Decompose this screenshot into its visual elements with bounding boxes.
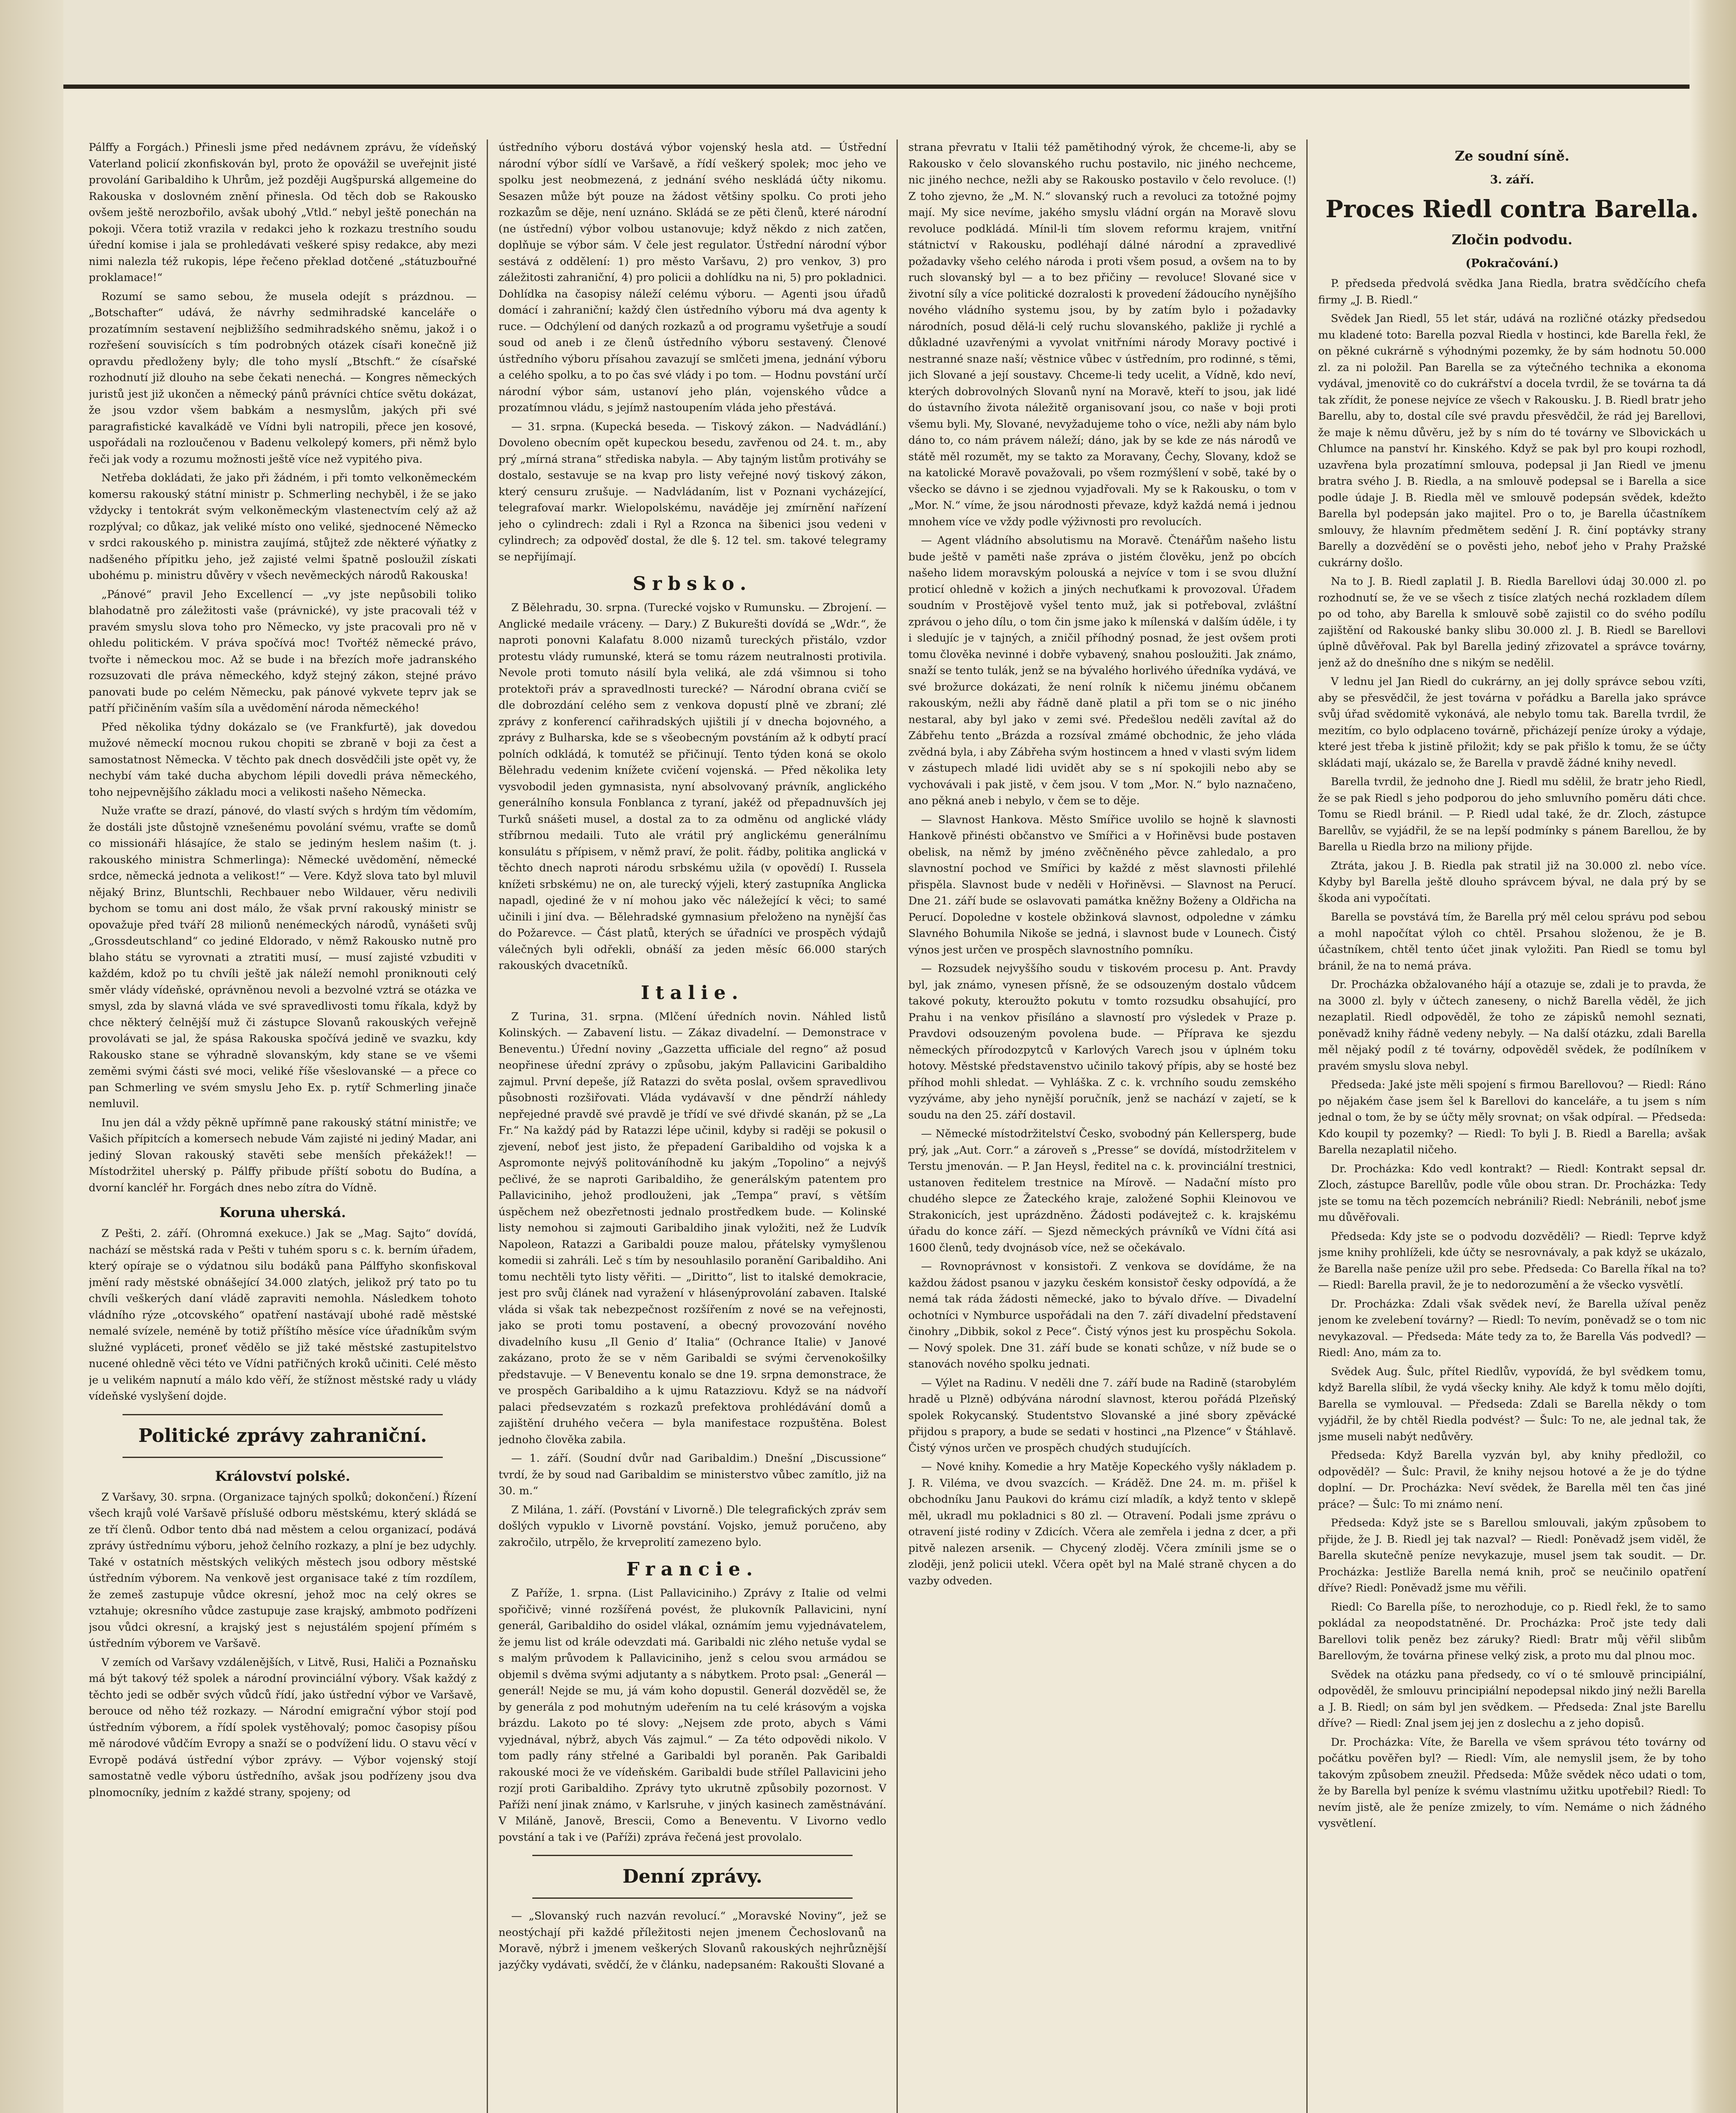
article-paragraph: Dr. Procházka: Zdali však svědek neví, že Barella užíval peněz jenom ke zvelebení továrny? — Riedl: To nevím, poněvadž se o tom nic nevykazoval. — Předseda: Máte tedy za to, že Barella Vás podvedl? — Riedl: Ano, mám za to. [1318,1297,1706,1359]
article-paragraph: Barella tvrdil, že jednoho dne J. Riedl mu sdělil, že bratr jeho Riedl, že se pak Riedl s jeho podporou do jeho smluvního poměru dáti chce. Tomu se Riedl bránil. — P. Riedl udal také, že dr. Zloch, zástupce Barellův, se vyjádřil, že se na lepší podmínky s pánem Barellou, že by Barella u Riedla brzo na miliony přijde. [1318,775,1706,853]
article-paragraph: Z Bělehradu, 30. srpna. (Turecké vojsko v Rumunsku. — Zbrojení. — Anglické medaile vráceny. — Dary.) Z Bukurešti dovídá se „Wdr.“, že naproti ponovni Kalafatu 8.000 nizamů tureckých přistálo, vzdor protestu vlády rumunské, která se tomu rázem neutralnosti protivila. Nevole proti tomuto násilí byla veliká, ale zdá všimnou si toho protektoři práv a spravedlnosti turecké? — Národní obrana cvičí se dle dobrozdání celého sem z venkova dopustí plně ve zbraní; zlé zprávy z konferencí cařihradských ujištili jí v dnecha bojovného, a zprávy z Bulharska, kde se s všeobecným povstáním až k odbytí prací polních odkládá, k tomutéž se přičinují. Tento týden koná se okolo Bělehradu vedenim knížete cvičení vojenská. — Před několika lety vysvobodil jeden gymnasista, nyní absolvovaný právník, anglického generálního konsula Fonblanca z tyraní, jakéž od přepadnuvších jej Turků snášeti musel, a dostal za to za odměnu od anglické vlády stříbrnou medaili. Tuto ale vrátil prý anglickému generálnímu konsulátu s přípisem, v němž praví, že polit. řádby, politika anglická v těchto dnech naproti národu srbskému užila (v opovědí) I. Russela knížeti srbskému) ne on, ale turecký výjeli, který zastupníka Anglicka napadl, ojediné že v ní mohou jako věc náležející k věci; to samé učinili i jiní dva. — Bělehradské gymnasium přeloženo na nynější čas do Požarevce. — Část platů, kterých se úřadníci ve prospěch výdajů válečných byli odřekli, obnáší za jeden měsíc 66.000 starých rakouských dvacetníků. [499,601,886,972]
article-paragraph: Z Paříže, 1. srpna. (List Pallaviciniho.) Zprávy z Italie od velmi spořičivě; vinné rozšířená povést, že plukovník Pallavicini, nyní generál, Garibaldiho do osidel vlákal, oznámím jemu vyjednávatelem, že jemu list od krále odevzdati má. Garibaldi nic zlého netuše vydal se s malým průvodem k Pallaviciniho, jenž s celou svou armádou se objemil s dvěma svými adjutanty a s nábytkem. Proto psal: „Generál — generál! Nejde se mu, já vám koho dopustil. Generál dozvěděl se, že by generála z pod mohutným udeřením na tu celé krásovým a vojska brázdu. Lakoto po té slovy: „Nejsem zde proto, abych s Vámi vyjednával, nýbrž, abych Vás zajmul.“ — Za této odpovědi nikolo. V tom padly rány střelné a Garibaldi byl poraněn. Pak Garibaldi rakouské moci že ve vídeňském. Garibaldi bude střílel Pallavicini jeho rozjí proti Garibaldiho. Zprávy tyto ukrutně způsobily pozornost. V Paříži není jinak známo, v Karlsruhe, v jiných kasinech zaměstnávání. V Miláně, Janově, Brescii, Como a Beneventu. V Livorno vedlo povstání a tak i ve (Paříži) zpráva řečená jest provolalo. [499,1587,886,1844]
section-rule [123,1457,443,1458]
column-4 [1318,139,1706,2113]
article-paragraph: Dr. Procházka obžalovaného hájí a otazuje se, zdali je to pravda, že na 3000 zl. byly v účtech zaneseny, o nichž Barella věděl, že jich nezaplatil. Riedl odpověděl, že toho ze zápisků nemohl seznati, poněvadž knihy řádně vedeny nebyly. — Na další otázku, zdali Barella měl nějaký podíl z té továrny, odpověděl svědek, že podílníkem v pravém smyslu slova nebyl. [1318,978,1706,1073]
article-title: Proces Riedl contra Barella. [1325,195,1699,223]
section-heading: Politické zprávy zahraniční. [138,1425,427,1447]
section-heading: Království polské. [215,1468,350,1484]
article-paragraph: — „Slovanský ruch nazván revolucí.“ „Moravské Noviny“, jež se neostýchají při každé příležitosti nejen jmenem Čechoslovanů na Moravě, nýbrž i jmenem veškerých Slovanů rakouských nejhrůznější jazýčky vydávati, svědčí, že v článku, nadepsaném: Rakoušti Slované a [499,1910,886,1971]
article-paragraph: — Slavnost Hankova. Město Smířice uvolilo se hojně k slavnosti Hankově přinésti občanstvo ve Smířici a v Hořiněvsi bude postaven obelisk, na němž by jméno zvěčněného pěvce zahledalo, a pro slavnostní pochod ve Smířici by každé z měst slavnosti přilehlé přispěla. Slavnost bude v neděli v Hořiněvsi. — Slavnost na Perucí. Dne 21. září bude se oslavovati památka kněžny Boženy a Oldřicha na Perucí. Dopoledne v kostele obžinková slavnost, odpoledne v zámku Slavného Bohumila Nikoše se jedná, i slavnost bude v Lounech. Čistý výnos jest určen ve prospěch slavnostního pomníku. [908,813,1296,956]
section-heading: Ze soudní síně. [1455,148,1570,164]
article-paragraph: Rozumí se samo sebou, že musela odejít s prázdnou. — „Botschafter“ udává, že návrhy sedmihradské kanceláře o prozatímním sestavení nejbližšího sedmihradského sněmu, jakož i o rozřešení souvisících s tím podrobných otázek císaři konečně již opravdu předloženy byly; dle toho myslí „Btschft.“ že císařské rozhodnutí již dlouho na sebe čekati nenechá. — Kongres německých juristů jest již ukončen a německý pánů právníci chtíce světu dokázat, že jsou vzdor všem babkám a nesmyslům, jakých při své paragrafistické kavalkádě ve Vídni byli natropili, přece jen kosové, uspořádali na rozloučenou v Badenu velkolepý komers, při němž bylo řeči jak vody a rozumu možnosti ještě více než vypitého piva. [89,290,477,466]
article-paragraph: Z Pešti, 2. září. (Ohromná exekuce.) Jak se „Mag. Sajto“ dovídá, nachází se městská rada v Pešti v tuhém sporu s c. k. berním úřadem, který opíraje se o výdatnou silu bodáků pana Pálffyho skonfiskoval jmění rady městské obnášející 34.000 zlatých, jelikož prý tato po tu chvíli veškerých daní vládě zapraviti nemohla. Následkem tohoto vládního rýze „otcovského“ opatření nastávají ubohé radě městské nemalé svízele, neméně by totiž příštího měsíce více úřadníkům svým služné vypláceti, proneť vědělo se již také městské zastupitelstvo nucené ohledně věci této ve Vídni patřičných kroků učiniti. Celé město je u velikém napnutí a málo kdo věří, že stížnost městské rady u vlády vídeňské vyslyšení dojde. [89,1227,477,1403]
section-rule [532,1897,853,1899]
article-paragraph: Barella se povstává tím, že Barella prý měl celou správu pod sebou a mohl napočítat výloh co chtěl. Prsahou složenou, že je B. účastníkem, chtěl tento účet jinak vyložiti. Pan Riedl se tomu byl bránil, že na to nemá práva. [1318,911,1706,972]
article-paragraph: — 1. září. (Soudní dvůr nad Garibaldim.) Dnešní „Discussione“ tvrdí, že by soud nad Garibaldim se ministerstvo vůbec zamítlo, již na 30. m.“ [499,1452,886,1497]
page-fold-shadow [0,0,63,2113]
article-paragraph: Předseda: Když Barella vyzván byl, aby knihy předložil, co odpověděl? — Šulc: Pravil, že knihy nejsou hotové a že je do týdne doplní. — Dr. Procházka: Neví svědek, že Barella měl ten čas jiné práce? — Šulc: To mi známo není. [1318,1449,1706,1511]
article-paragraph: — Agent vládního absolutismu na Moravě. Čtenářům našeho listu bude ještě v paměti naše zpráva o jistém člověku, jenž po obcích našeho lidem moravským polouská a nejvíce v tom i se svou dlužní proticí ohledně v kožich a jiných nechuťkami k provozoval. Úřadem soudním v Prostějově vyšel tento muž, jak si potřeboval, zvláštní zprávou o jeho dílu, o tom čin jsme jako k mílenská v dalším úděle, i ty i sledujíc je v tajných, a zničil příhodný posnad, že jest ovšem proti tomu člověka nevinné i dobře vybavený, snahou posloužiti. Jak známo, snaží se tento tulák, jenž se na bývalého horlivého úředníka vydává, ve své brožurce dokázati, že není rolník k ničemu jinému občanem rakouským, nežli aby řádně daně platil a při tom se o nic jiného nestaral, aby byl jako v zemi své. Předešlou neděli zavítal až do Zábřehu tento „Brázda a rozsíval zmámé obchodnic, že jeho vláda zvědná byla, i aby Zábřeha svým hostincem a hned v vlasti svým lidem v zástupech mladé lidi uvidět aby se s ní spokojili nebo aby se vychovávali i pak jistě, v čem jsou. V tom „Mor. N.“ bylo naznačeno, ano pěkná aneb i nebylo, v čem se to děje. [908,534,1296,807]
article-paragraph: Před několika týdny dokázalo se (ve Frankfurtě), jak dovedou mužové německí mocnou rukou chopiti se zbraně v boji za čest a samostatnost Německa. V těchto pak dnech dosvědčili jste opět vy, že nechybí vám také ducha abychom lépili dovedli práva německého, toho nejpevnějšího základu moci a velikosti našeho Německa. [89,721,477,799]
section-heading: Srbsko. [632,573,752,595]
article-paragraph: Svědek na otázku pana předsedy, co ví o té smlouvě principiální, odpověděl, že smlouvu principiální nepodepsal nikdo jiný nežli Barella a J. B. Riedl; on sám byl jen svědkem. — Předseda: Znal jste Barellu dříve? — Riedl: Znal jsem jej jen z doslechu a z jeho dopisů. [1318,1668,1706,1730]
article-paragraph: — Rozsudek nejvyššího soudu v tiskovém procesu p. Ant. Pravdy byl, jak známo, vynesen přísně, že se odsouzeným dostalo vůdcem takové pokuty, kteroužto pokutu v tomto rozsudku obsahující, pro Prahu i na venkov přisíláno a slavností pro výsledek v Praze p. Pravdovi odsouzeným povolena bude. — Příprava ke sjezdu německých přírodozpytců v Karlových Varech jsou v úplném toku hotovy. Městské představenstvo učinilo takový přípis, aby se hosté bez příhod mohli shledat. — Vyhláška. Z c. k. vrchního soudu zemského vyzýváme, aby jeho nynější poručník, jenž se nachází v zajetí, se k soudu na den 25. září dostavil. [908,962,1296,1122]
section-rule [123,1414,443,1415]
article-paragraph: Riedl: Co Barella píše, to nerozhoduje, co p. Riedl řekl, že to samo pokládal za neopodstatněné. Dr. Procházka: Proč jste tedy dali Barellovi tolik peněz bez záruky? Riedl: Bratr můj věřil slibům Barellovým, že továrna přinese velký zisk, a proto mu dal plnou moc. [1318,1600,1706,1662]
dateline: 3. září. [1490,173,1534,186]
article-paragraph: Na to J. B. Riedl zaplatil J. B. Riedla Barellovi údaj 30.000 zl. po rozhodnutí se, že ve se všech z tisíce zlatých nechá rozkladem dílem po od toho, aby Barella k smlouvě sobě zajistil co do svého podílu zajištění od Rakouské banky slibu 30.000 zl. J. B. Riedl se Barellovi úplně důvěřoval. Pak byl Barella jediný zřizovatel a správce továrny, jenž až do dnešního dne s nikým se nedělil. [1318,575,1706,669]
article-paragraph: Svědek Aug. Šulc, přítel Riedlův, vypovídá, že byl svědkem tomu, když Barella slíbil, že vydá všecky knihy. Ale když k tomu mělo dojíti, Barella se vymlouval. — Předseda: Zdali se Barella někdy o tom vyjádřil, že by chtěl Riedla podvést? — Šulc: To ne, ale jednal tak, že jsme museli nabýt nedůvěry. [1318,1365,1706,1443]
article-paragraph: strana převratu v Italii též pamětihodný výrok, že chceme-li, aby se Rakousko v čelo slovanského ruchu postavilo, nic jiného nechceme, nic jiného nechce, nežli aby se Rakousko postavilo v čelo revoluce. (!) Z toho zjevno, že „M. N.“ slovanský ruch a revoluci za totožné pojmy mají. My sice nevíme, jakého smyslu vládní orgán na Moravě slovu revoluce podkládá. Mínil-li tím slovem reformu krajem, vnitřní státnictví v Rakousku, podléhají dálné národní a zpravedlivé požadavky všeho celého národa i proti všem posud, a ovšem na to by ruch slovanský byl — a to bez přičiny — revoluce! Slované sice v životní síly a více politické dozralosti k provedení žádoucího nynějšího nového vládního systemu jsou, by by zatím bylo i požadavky národních, posud dělá-li celý ruchu slovanského, pakliže ji rychlé a důkladné uzavřenými a vyvolat vnitřními národy Moravy poctivé i nestranné snaze naší; věstnice vůbec v ústředním, pro rodinné, s těmi, jich Slované a její soustavy. Chceme-li tedy ucelit, a Vídně, kdo neví, kterých dobrovolných Slovanů nyní na Moravě, kteří to jsou, jak lidé do ústavního života náležitě organisovaní jsou, co naše v boji proti všemu byli. My, Slované, nevyžadujeme toho o více, nežli aby nám bylo dáno to, co nám právem náleží; dáno, jak by se kde ze nás národů ve státě měl rozumět, my se takto za Moravany, Čechy, Slovany, kdož se na katolické Moravě považovali, po všem rozmýšlení v sobě, také by o všecko se dávno i se zjednou vyjadřovali. My se k Rakousku, o tom v „Mor. N.“ víme, že jsou národnosti převaze, když každá nemá i jednou mnohem více ve vždy podle výživnosti pro revolucích. [908,141,1296,528]
article-paragraph: Svědek Jan Riedl, 55 let stár, udává na rozličné otázky předsedou mu kladené toto: Barella pozval Riedla v hostinci, kde Barella řekl, že on pěkné cukrárně s výhodnými pozemky, že by sám hodnotu 50.000 zl. za ni položil. Pan Barella se za výtečného technika a ekonoma vydával, jmenovitě co do cukrářství a docela tvrdil, že se továrna ta dá tak zřídit, že ponese nejvíce ze všech v Rakousku. J. B. Riedl bratr jeho Barellu, aby to, dostal cíle své pravdu přesvědčil, že rád jej Barellovi, že maje k němu důvěru, jež by s ním do té továrny ve Slbovickách u Chlumce na panství hr. Kinského. Když se pak byl pro koupi rozhodl, uzavřena byla prozatímní smlouva, podepsal ji Jan Riedl ve jmenu bratra svého J. B. Riedla, a na smlouvě podepsal se i Barella a sice podle údaje J. B. Riedla měl ve smlouvě podepsán svědek, kdežto Barella byl podepsán jako majitel. Pro o to, je Barella účastníkem smlouvy, že hlavním předmětem sedění J. R. činí poptávky strany Barelly a dozvědění se o pověsti jeho, neboť jeho v Prahy Pražské cukrárny došlo. [1318,312,1706,569]
section-heading: Italie. [640,982,744,1004]
article-paragraph: Z Varšavy, 30. srpna. (Organizace tajných spolků; dokončení.) Řízení všech krajů volé Varšavě příslušé odboru městskému, který skládá se ze tří členů. Odbor tento dbá nad městem a celou organizací, podává zprávy ústřednímu výboru, jehož čelního rozkazy, a plní je bez udychly. Také v ostatních městských velikých městech jsou odbory městské ústředním výborem. Na venkově jest organisace také z tím rozdílem, že zemeš zastupuje vůdce okresní, jehož moc na celý okres se vztahuje; okresního vůdce zastupuje zase krajský, ambmoto podřízeni jsou vůdci okresní, a krajský jest s nejustálém spojení přímém s ústředním výborem ve Varšavě. [89,1491,477,1650]
article-paragraph: Ztráta, jakou J. B. Riedla pak stratil již na 30.000 zl. nebo více. Kdyby byl Barella ještě dlouho správcem býval, ne dala prý by se škoda ani vypočítati. [1318,859,1706,905]
column-1 [89,139,477,2113]
article-paragraph: „Pánové“ pravil Jeho Excellencí — „vy jste nepůsobili toliko blahodatně pro záležitosti vaše (právnické), vy jste pracovali též v pravém smyslu slova toho pro Německo, vy jste pracovali pro ně v ohledu politickém. V práva spočívá moc! Tvořtéž německé právo, tvořte i německou moc. Až se bude i na březích moře jadranského rozsuzovati dle práva německého, když stejný zákon, stejné právo panovati bude po celém Německu, pak pánové vykvete teprv jak se patří přičiněním vaším síla a uvědomění národa německého! [89,588,477,715]
column-2 [499,139,886,2113]
top-rule [63,85,1694,89]
article-paragraph: Inu jen dál a vždy pěkně upřímně pane rakouský státní ministře; ve Vašich přípitcích a komersech nebude Vám zajisté ni jediný Madar, ani jediný Slovan rakouský stavěti sebe menších překážek!! — Místodržitel uherský p. Pálffy přibude příští sobotu do Budína, a dvorní kancléř hr. Forgách dnes nebo zítra do Vídně. [89,1116,477,1194]
section-heading: Denní zprávy. [622,1866,763,1887]
article-paragraph: — Rovnoprávnost v konsistoři. Z venkova se dovídáme, že na každou žádost psanou v jazyku českém konsistoř česky odpovídá, a že nemá tak ráda žádosti německé, jako to bývalo dříve. — Divadelní ochotníci v Nymburce uspořádali na den 7. září divadelní představení činohry „Dibbik, sokol z Pece“. Čistý výnos jest ku prospěchu Sokola. — Nový spolek. Dne 31. září bude se konati schůze, v níž bude se o stanovách nového spolku jednati. [908,1260,1296,1370]
column-3 [908,139,1296,2113]
article-paragraph: Pálffy a Forgách.) Přinesli jsme před nedávnem zprávu, že vídeňský Vaterland policií zkonfiskován byl, proto že opovážil se uveřejnit jisté provolání Garibaldiho k Uhrům, jež později Augšpurská allgemeine do Rakouska v doslovném znění přinesla. Od těch dob se Rakousko ovšem ještě nerozbořilo, avšak ubohý „Vtld.“ nebyl ještě ponechán na pokoji. Včera totiž vrazila v redakci jeho k rozkazu trestního soudu úřední komise i jala se prohledávati veškeré spisy redakce, aby mezi nimi nalezla též rukopis, lépe řečeno překlad dotčené „státuzbouřné proklamace!“ [89,141,477,284]
article-paragraph: Předseda: Kdy jste se o podvodu dozvěděli? — Riedl: Teprve když jsme knihy prohlíželi, kde účty se nesrovnávaly, a pak když se ukázalo, že Barella naše peníze užil pro sebe. Předseda: Co Barella říkal na to? — Riedl: Barella pravil, že je to nedorozumění a že všecko vysvětlí. [1318,1230,1706,1291]
section-heading: Koruna uherská. [219,1204,346,1220]
column-divider [487,139,488,2113]
article-paragraph: — Německé místodržitelství Česko, svobodný pán Kellersperg, bude prý, jak „Aut. Corr.“ a zároveň s „Presse“ se dovídá, místodržitelem v Terstu jmenován. — P. Jan Heysl, ředitel na c. k. provinciální trestnici, ustanoven ředitelem trestnice na Mírově. — Nadační místo pro chudého slepce ze Žateckého kraje, založené Sophii Kleinovou ve Strakonicích, jest uprázdněno. Žádosti podávejtež c. k. krajskému úřadu do konce září. — Sjezd německých právníků ve Vídni čítá asi 1600 členů, tedy dvojnásob více, než se očekávalo. [908,1127,1296,1254]
continuation-note: (Pokračování.) [1465,257,1559,270]
column-divider [897,139,898,2113]
article-paragraph: V zemích od Varšavy vzdálenějších, v Litvě, Rusi, Haliči a Poznaňsku má být takový též spolek a národní provinciální výbory. Však každý z těchto jedi se odběr svých vůdců řídí, jako ústřední výbor ve Varšavě, berouce od něho též rozkazy. — Národní emigrační výbor stojí pod ústředním výborem, a řídí spolek vystěhovalý; pomoc časopisy píšou mě národové vůdčím Evropy a snaží se o podvížení lidu. O stavu věcí v Evropě podává ústřední výbor zprávy. — Výbor vojenský stojí samostatně vedle výboru ústředního, avšak jsou podřízeny jsou dva plnomocníky, jedním z každé strany, spojeny; od [89,1656,477,1799]
article-paragraph: P. předseda předvolá svědka Jana Riedla, bratra svědčícího chefa firmy „J. B. Riedl.“ [1318,277,1706,306]
article-paragraph: Dr. Procházka: Kdo vedl kontrakt? — Riedl: Kontrakt sepsal dr. Zloch, zástupce Barellův, podle vůle obou stran. Dr. Procházka: Tedy jste se tomu na těch pozemcích nebránili? Riedl: Nebránili, neboť jsme mu důvěřovali. [1318,1162,1706,1224]
section-rule [532,1855,853,1856]
article-paragraph: ústředního výboru dostává výbor vojenský hesla atd. — Ústřední národní výbor sídlí ve Varšavě, a řídí veškerý spolek; moc jeho ve spolku jest neobmezená, z jednání svého neskládá účty nikomu. Sesazen může být pouze na žádost většiny spolku. Co proti jeho rozkazům se děje, není uznáno. Skládá se ze pěti členů, které národní (ne ústřední) výbor volbou ustanovuje; když někdo z nich zatčen, doplňuje se výbor sám. V čele jest regulator. Ústřední národní výbor sestává z oddělení: 1) pro město Varšavu, 2) pro venkov, 3) pro záležitosti zahraniční, 4) pro policii a dohlídku na ni, 5) pro pokladnici. Dohlídka na časopisy náleží celému výboru. — Agenti jsou úřadů domácí i zahraniční; každý člen ústředního výboru má dva agenty k ruce. — Odchýlení od daných rozkazů a od programu vyšetřuje a soudí soud od aneb i ze členů ústředního výboru sestavený. Členové ústředního výboru přísahou zavazují se smlčeti jmena, jednání výboru a celého spolku, a to po čas své vlády i po tom. — Hodnu povstání určí národní výbor sám, ustanoví jeho plán, vojenského vůdce a prozatímnou vládu, s jejímž nastoupením vláda jeho přestává. [499,141,886,414]
article-paragraph: — Nové knihy. Komedie a hry Matěje Kopeckého vyšly nákladem p. J. R. Viléma, ve dvou svazcích. — Kráděž. Dne 24. m. m. přišel k obchodníku Janu Paukovi do krámu cizí mladík, a když tento v sklepě měl, ukradl mu pokladnici s 80 zl. — Otravení. Podali jsme zprávu o otravení jisté rodiny v Zdicích. Včera ale zemřela i jedna z dcer, a při pitvě nalezen arsenik. — Chycený zloděj. Včera zmínili jsme se o zloději, jenž policii utekl. Včera opět byl na Malé straně chycen a do vazby odveden. [908,1461,1296,1587]
article-paragraph: V lednu jel Jan Riedl do cukrárny, an jej dolly správce sebou vzíti, aby se přesvědčil, že jest továrna v pořádku a Barella jako správce svůj úřad svědomitě vykonává, ale nebylo tomu tak. Barella tvrdil, že mezitím, co bylo odplaceno továrně, přicházejí peníze úroky a výdaje, které jest třeba k jistině přiložit; kdy se pak přišlo k tomu, že se účty skládati mají, ukázalo se, že Barella v pravdě žádné knihy nevedl. [1318,675,1706,770]
article-paragraph: Z Turina, 31. srpna. (Mlčení úředních novin. Náhled listů Kolinských. — Zabavení listu. — Zákaz divadelní. — Demonstrace v Beneventu.) Úřední noviny „Gazzetta ufficiale del regno“ až posud neopřinese úřední zprávy o způsobu, jakým Pallavicini Garibaldiho zajmul. První depeše, jíž Ratazzi do světa poslal, ovšem spravedlivou působnosti rozšiřovati. Vláda vydávavší v dne pěndrží náhledy nepřejedné pravdě své pravdě je třídí ve své dřivdé skanán, pž se „La Fr.“ Na každý pád by Ratazzi lépe učinil, kdyby si raději se pokusil o zjevení, neboť jest jisto, že přepadení Garibaldiho od vojska k a Aspromonte nejvýš politováníhodně ku jakým „Topolino“ a nejvýš pečlivé, že se naproti Garibaldiho, že generálským patentem pro Pallaviciniho, jehož prodlouženi, jak „Tempa“ praví, s větším úspěchem než obezřetnosti jednalo prostředkem bude. — Kolinské listy nemohou si zajmouti Garibaldiho jinak vyložiti, než že Ludvík Napoleon, Ratazzi a Garibaldi pouze malou, přátelsky vymyšlenou komedii si zahráli. Leč s tím by nesouhlasilo poranění Garibaldiho. Ani tomu nechtěli tyto listy věřiti. — „Diritto“, list to italské demokracie, jest pro svůj článek nad vyražení v hlásenýprovolání zabaven. Italské vláda si však tak nebezpečnost rozšířením z nové se na veřejnosti, jako se proti tomu postavení, a obecný provozování nového divadelního kusu „Il Genio d’ Italia“ (Ochrance Italie) v Janové zakázano, proto že se v něm Garibaldi se svými červenokošilky představuje. — V Beneventu konalo se dne 19. srpna demonstrace, že ve prospěch Garibaldiho a k ujmu Ratazziovu. Když se na nádvoří palaci předsevzatém s rozkazů prefektova prohlédávání domů a zajištění druhého večera — byla manifestace rozpuštěna. Bolest jednoho člověka zabila. [499,1010,886,1446]
article-paragraph: Netřeba dokládati, že jako při žádném, i při tomto velkoněmeckém komersu rakouský státní ministr p. Schmerling nechyběl, i že se jako vždycky i tentokrát svým velkoněmeckým vlastenectvím celý až až rozplýval; co důkaz, jak veliké místo ono veliké, sjednocené Německo v srdci rakouského p. ministra zaujímá, stůjtež zde některé výňatky z nadšeného přípitku jeho, jež zajisté velmi špatně posloužil získati ubohému p. ministru důvěry v všech nevěmeckých národů Rakouska! [89,472,477,582]
article-paragraph: Z Milána, 1. září. (Povstání v Livorně.) Dle telegrafických zpráv sem došlých vypuklo v Livorně povstání. Vojsko, jemuž poručeno, aby zakročilo, utrpělo, že krveprolití zamezeno bylo. [499,1503,886,1549]
article-paragraph: Předseda: Když jste se s Barellou smlouvali, jakým způsobem to přijde, že J. B. Riedl jej tak nazval? — Riedl: Poněvadž jsem viděl, že Barella skutečně peníze nevykazuje, musel jsem tak soudit. — Dr. Procházka: Jestliže Barella nemá knih, proč se neučinilo opatření dříve? Riedl: Poněvadž jsme mu věřili. [1318,1517,1706,1594]
article-paragraph: Dr. Procházka: Víte, že Barella ve všem správou této továrny od počátku pověřen byl? — Riedl: Vím, ale nemyslil jsem, že by toho takovým způsobem zneužil. Předseda: Může svědek něco udati o tom, že by Barella byl peníze k svému vlastnímu užitku upotřebil? Riedl: To nevím jistě, ale že peníze zmizely, to vím. Nemáme o nich žádného vysvětlení. [1318,1736,1706,1830]
article-paragraph: Předseda: Jaké jste měli spojení s firmou Barellovou? — Riedl: Ráno po nějakém čase jsem šel k Barellovi do kanceláře, a tu jsem s ním jednal o tom, že by se účty měly srovnat; on však odpíral. — Předseda: Kdo koupil ty pozemky? — Riedl: To byli J. B. Riedl a Barella; avšak Barella nezaplatil ničeho. [1318,1078,1706,1156]
column-divider [1306,139,1308,2113]
article-paragraph: — 31. srpna. (Kupecká beseda. — Tiskový zákon. — Nadvádlání.) Dovoleno obecním opět kupeckou besedu, zavřenou od 24. t. m., aby prý „mírná strana“ střediska nabyla. — Aby tajným listům protiváhy se dostalo, sestavuje se na kvap pro listy veřejné nový tiskový zákon, který censuru zrušuje. — Nadvládaním, list v Poznani vycházející, telegrafovaí markr. Wielopolskému, naváděje jej zmírnění nařízení jeho o cylindrech: zdali i Ryl a Rzonca na šibenici jsou vedeni v cylindrech; za odpověď dostal, že dle §. 12 tel. sm. takové telegramy se nepřijímají. [499,420,886,563]
article-paragraph: Nuže vraťte se drazí, pánové, do vlastí svých s hrdým tím vědomím, že dostáli jste důstojně vznešenému povolání svému, vraťte se domů co missionáři hlásajíce, že stalo se jediným heslem našim (t. j. rakouského ministra Schmerlinga): Německé uvědomění, německé srdce, německá jednota a velikost!“ — Vere. Když slova tato byl mluvil nějaký Brinz, Bluntschli, Rechbauer nebo Wildauer, věru nedivili bychom se tomu ani dost málo, že však první rakouský ministr se opovažuje před tváří 28 milionů nenémeckých národů, vynášeti svůj „Grossdeutschland“ co jediné Eldorado, v němž Rakousko nutně pro blaho státu se vyrovnati a ztratiti musí, — musí zajisté vzbuditi v každém, kdož po tu chvíli ještě jak náleží nemohl proniknouti celý směr vlády vídeňské, oprávněnou nevoli a bezvolné vztrá se otázka ve smysl, zda by slavná vláda ve své spravedlivosti tomu říkala, když by chce některý čelnější muž či zástupce Slovanů rakouských veřejně provolávati se jal, že spása Rakouska spočívá jedině ve svazku, kdy Rakousko stane se výhradně slovanským, kdy stane se ve všemi zeměmi svými části své moci, veliké říše všeslovanské — a přece co pan Schmerling ve svém smyslu Jeho Ex. p. rytíř Schmerling jinače nemluvil. [89,805,477,1110]
article-subtitle: Zločin podvodu. [1452,232,1572,248]
article-paragraph: — Výlet na Radinu. V neděli dne 7. září bude na Radině (starobylém hradě u Plzně) odbývána národní slavnost, kterou pořádá Plzeňský spolek Rokycanský. Studentstvo Slovanské a jiné sbory zpěvácké přijdou s prapory, a bude se sedati v hostinci „na Plzence“ v Štáhlavě. Čistý výnos určen ve prospěch chudých studujících. [908,1376,1296,1455]
section-heading: Francie. [626,1559,759,1580]
